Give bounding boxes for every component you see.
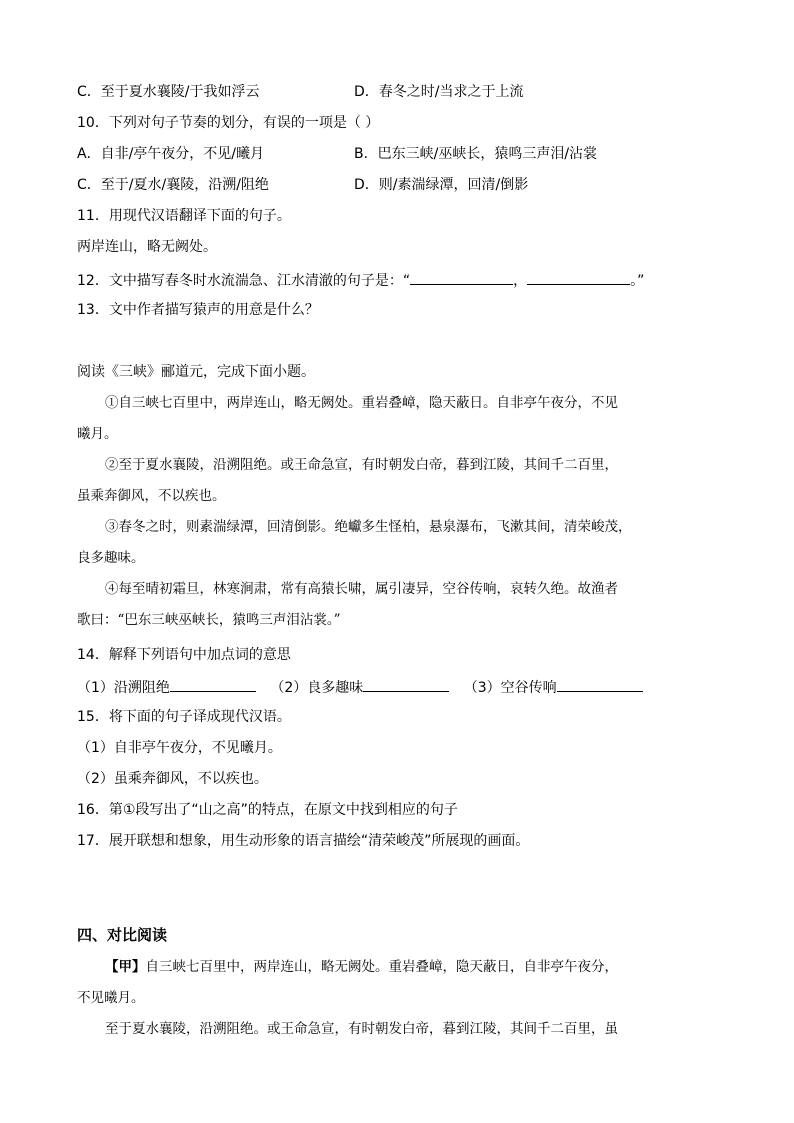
section4-jia-text: 自三峡七百里中，两岸连山，略无阙处。重岩叠嶂，隐天蔽日，自非亭午夜分， xyxy=(145,959,618,975)
q10-stem: 10．下列对句子节奏的划分，有误的一项是（ ） xyxy=(77,115,380,131)
q12-blank-2[interactable] xyxy=(527,270,630,285)
section4-jia-line3: 至于夏水襄陵，沿溯阻绝。或王命急宣，有时朝发白帝，暮到江陵，其间千二百里，虽 xyxy=(105,1021,618,1037)
passage-p3-line2: 良多趣味。 xyxy=(77,550,145,566)
q10-option-b: B．巴东三峡/巫峡长，猿鸣三声泪/沾裳 xyxy=(354,146,598,162)
q14-blank-2[interactable] xyxy=(363,677,449,692)
q12-stem xyxy=(77,270,644,290)
q9-option-c: C．至于夏水襄陵/于我如浮云 xyxy=(77,84,260,100)
q12-blank-1[interactable] xyxy=(410,270,513,285)
q15-item-2: （2）虽乘奔御风，不以疾也。 xyxy=(77,771,268,787)
q15-stem: 15．将下面的句子译成现代汉语。 xyxy=(77,709,291,725)
q10-option-d: D．则/素湍绿潭，回清/倒影 xyxy=(354,177,529,193)
q14-item-3: （3）空谷传响 xyxy=(463,680,557,696)
section4-jia-line2: 不见曦月。 xyxy=(77,990,145,1006)
q9-option-d: D．春冬之时/当求之于上流 xyxy=(354,84,524,100)
passage-p2-line1: ②至于夏水襄陵，沿溯阻绝。或王命急宣，有时朝发白帝，暮到江陵，其间千二百里， xyxy=(105,457,618,473)
q14-stem: 14．解释下列语句中加点词的意思 xyxy=(77,647,291,663)
q12-separator: ， xyxy=(513,273,528,289)
section-heading: 四、对比阅读 xyxy=(77,926,168,944)
q12-text: 12．文中描写春冬时水流湍急、江水清澈的句子是：“ xyxy=(77,273,411,289)
q17-stem: 17．展开联想和想象，用生动形象的语言描绘“清荣峻茂”所展现的画面。 xyxy=(77,833,530,849)
q14-item-2: （2）良多趣味 xyxy=(270,680,364,696)
q14-blank-3[interactable] xyxy=(557,677,643,692)
q10-option-a: A．自非/亭午夜分，不见/曦月 xyxy=(77,146,265,162)
q15-item-1: （1）自非亭午夜分，不见曦月。 xyxy=(77,740,282,756)
section4-jia-line1 xyxy=(105,958,618,976)
q11-stem: 11．用现代汉语翻译下面的句子。 xyxy=(77,208,291,224)
q14-item-1: （1）沿溯阻绝 xyxy=(77,680,170,696)
q13-stem: 13．文中作者描写猿声的用意是什么？ xyxy=(77,302,319,318)
passage-p1-line1: ①自三峡七百里中，两岸连山，略无阙处。重岩叠嶂，隐天蔽日。自非亭午夜分，不见 xyxy=(105,395,618,411)
reading-intro: 阅读《三峡》郦道元，完成下面小题。 xyxy=(77,364,315,380)
passage-p2-line2: 虽乘奔御风，不以疾也。 xyxy=(77,488,226,504)
q10-option-c: C．至于/夏水/襄陵，沿溯/阻绝 xyxy=(77,177,269,193)
passage-p4-line2: 歌曰：“巴东三峡巫峡长，猿鸣三声泪沾裳。” xyxy=(77,612,341,628)
q16-stem: 16．第①段写出了“山之高”的特点，在原文中找到相应的句子 xyxy=(77,802,458,818)
section4-jia-label: 【甲】 xyxy=(105,959,146,975)
q11-sentence: 两岸连山，略无阙处。 xyxy=(77,239,217,255)
q14-items xyxy=(77,677,643,697)
passage-p3-line1: ③春冬之时，则素湍绿潭，回清倒影。绝巘多生怪柏，悬泉瀑布，飞漱其间，清荣峻茂， xyxy=(105,519,632,535)
passage-p4-line1: ④每至晴初霜旦，林寒涧肃，常有高猿长啸，属引凄异，空谷传响，哀转久绝。故渔者 xyxy=(105,581,618,597)
passage-p1-line2: 曦月。 xyxy=(77,426,118,442)
q12-end: 。” xyxy=(630,273,645,289)
q14-blank-1[interactable] xyxy=(170,677,256,692)
